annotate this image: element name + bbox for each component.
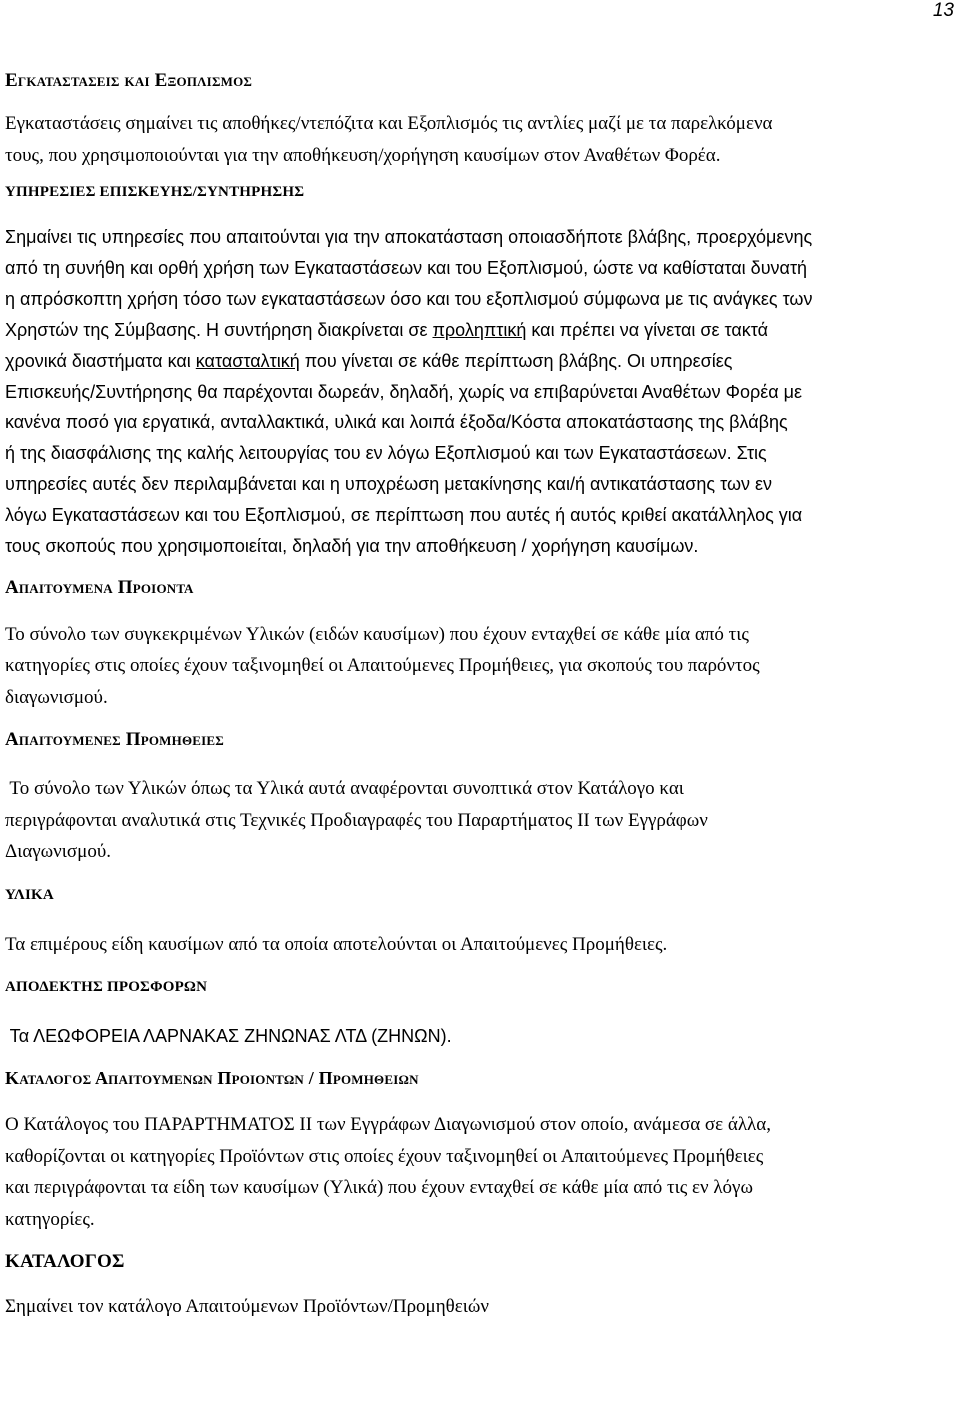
text-line: Εγκαταστάσεις σημαίνει τις αποθήκες/ντεπόζιτα και Εξοπλισμός τις αντλίες μαζί με τα παρελκόμενα [5, 113, 773, 134]
text-segment: που γίνεται σε κάθε περίπτωση βλάβης. Οι υπηρεσίες [299, 350, 733, 371]
required-supplies-text [5, 773, 955, 868]
text-line: Ο Κατάλογος του ΠΑΡΑΡΤΗΜΑΤΟΣ ΙΙ των Εγγράφων Διαγωνισμού στον οποίο, ανάμεσα σε άλλα, [5, 1114, 771, 1136]
required-products-text [5, 619, 955, 714]
text-line: Το σύνολο των Υλικών όπως τα Υλικά αυτά αναφέρονται συνοπτικά στον Κατάλογο και [5, 778, 684, 800]
heading-required-supplies: Απαιτουμενεσ Προμηθειεσ [5, 729, 224, 751]
underlined-term-corrective: κατασταλτική [195, 350, 300, 371]
text-line: κανένα ποσό για εργατικά, ανταλλακτικά, υλικά και λοιπά έξοδα/Κόστα αποκατάστασης της βλάβης [5, 412, 788, 433]
text-line: περιγράφονται αναλυτικά στις Τεχνικές Προδιαγραφές του Παραρτήματος ΙΙ των Εγγράφων [5, 809, 708, 831]
text-line: κατηγορίες. [5, 1208, 95, 1230]
catalogue-text [5, 1291, 955, 1323]
text-segment: Χρηστών της Σύμβασης. Η συντήρηση διακρίνεται σε [5, 319, 433, 340]
text-line: η απρόσκοπτη χρήση τόσο των εγκαταστάσεων όσο και του εξοπλισμού σύμφωνα με τις ανάγκες των [5, 288, 813, 309]
text-line: και περιγράφονται τα είδη των καυσίμων (Υλικά) που έχουν ενταχθεί σε κάθε μία από τις εν λόγω [5, 1177, 753, 1199]
heading-tenderer: ΑΠΟΔΕΚΤΗΣ ΠΡΟΣΦΟΡΩΝ [5, 979, 208, 996]
text-line: Τα επιμέρους είδη καυσίμων από τα οποία αποτελούνται οι Απαιτούμενες Προμήθειες. [5, 933, 668, 955]
installations-text [5, 108, 955, 171]
text-line: Σημαίνει τις υπηρεσίες που απαιτούνται για την αποκατάσταση οποιασδήποτε βλάβης, προερχόμενης [5, 227, 813, 247]
section-required-supplies [5, 729, 955, 868]
text-line: υπηρεσίες αυτές δεν περιλαμβάνεται και η υποχρέωση μετακίνησης και/ή αντικατάστασης των εν [5, 474, 773, 495]
underlined-term-preventive: προληπτική [432, 319, 527, 340]
heading-catalogue: ΚΑΤΑΛΟΓΟΣ [5, 1251, 125, 1273]
text-line: κατηγορίες στις οποίες έχουν ταξινομηθεί οι Απαιτούμενες Προμήθειες, για σκοπούς του παρόντος [5, 655, 760, 677]
heading-required-products: Απαιτουμενα Προιοντα [5, 576, 194, 598]
tenderer-text [5, 1020, 955, 1053]
text-line: Διαγωνισμού. [5, 841, 111, 863]
text-line: Το σύνολο των συγκεκριμένων Υλικών (ειδών καυσίμων) που έχουν ενταχθεί σε κάθε μία από τις [5, 623, 749, 645]
section-tenderer [5, 976, 955, 1053]
text-line: Σημαίνει τον κατάλογο Απαιτούμενων Προϊόντων/Προμηθειών [5, 1296, 489, 1318]
heading-maintenance: ΥΠΗΡΕΣΙΕΣ ΕΠΙΣΚΕΥΗΣ/ΣΥΝΤΗΡΗΣΗΣ [5, 184, 305, 200]
heading-installations: Εγκαταστασεισ και Εξοπλισμοσ [5, 70, 253, 91]
catalogue-products-text [5, 1109, 955, 1235]
materials-text [5, 929, 955, 961]
text-segment: χρονικά διαστήματα και [5, 350, 196, 371]
text-line [5, 315, 955, 346]
text-line: καθορίζονται οι κατηγορίες Προϊόντων στις οποίες έχουν ταξινομηθεί οι Απαιτούμενες Προμήθειες [5, 1145, 764, 1167]
heading-materials: ΥΛΙΚΑ [5, 886, 54, 903]
section-catalogue [5, 1251, 955, 1323]
text-line: Επισκευής/Συντήρησης θα παρέχονται δωρεάν, δηλαδή, χωρίς να επιβαρύνεται Αναθέτων Φορέα με [5, 381, 803, 402]
text-segment: και πρέπει να γίνεται σε τακτά [526, 319, 769, 340]
maintenance-text [5, 222, 955, 562]
text-line: ή της διασφάλισης της καλής λειτουργίας του εν λόγω Εξοπλισμού και των Εγκαταστάσεων. Στις [5, 443, 767, 464]
section-installations [5, 70, 955, 171]
text-line [5, 346, 955, 377]
section-maintenance [5, 181, 955, 562]
heading-catalogue-products: Καταλογοσ Απαιτουμενων Προιοντων / Προμηθειων [5, 1068, 419, 1089]
text-line: από τη συνήθη και ορθή χρήση των Εγκαταστάσεων και του Εξοπλισμού, ώστε να καθίσταται δυνατή [5, 257, 808, 278]
section-materials [5, 884, 955, 961]
text-line: διαγωνισμού. [5, 686, 108, 708]
section-required-products [5, 577, 955, 714]
text-line: λόγω Εγκαταστάσεων και του Εξοπλισμού, σε περίπτωση που αυτές ή αυτός κριθεί ακατάλληλος για [5, 505, 803, 526]
text-line: τους, που χρησιμοποιούνται για την αποθήκευση/χορήγηση καυσίμων στον Αναθέτων Φορέα. [5, 144, 721, 166]
section-catalogue-products [5, 1067, 955, 1235]
page-number: 13 [932, 0, 954, 21]
text-line: τους σκοπούς που χρησιμοποιείται, δηλαδή για την αποθήκευση / χορήγηση καυσίμων. [5, 536, 699, 557]
text-line: Τα ΛΕΩΦΟΡΕΙΑ ΛΑΡΝΑΚΑΣ ΖΗΝΩΝΑΣ ΛΤΔ (ΖΗΝΩΝ). [5, 1026, 452, 1047]
page-content [5, 70, 955, 1323]
